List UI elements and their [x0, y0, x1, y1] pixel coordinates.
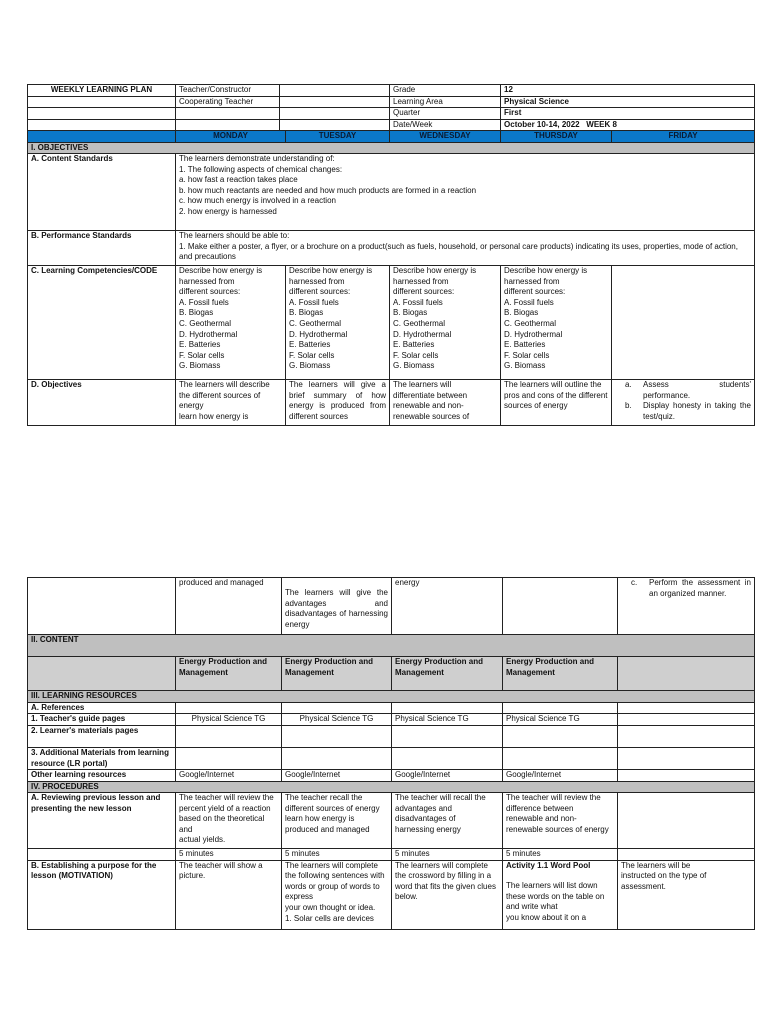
- tg-wednesday: Physical Science TG: [392, 714, 503, 726]
- objectives-wednesday: The learners will differentiate between renewable and non- renewable sources of: [390, 380, 501, 426]
- teacher-value: [280, 85, 390, 97]
- content-standards-label: A. Content Standards: [28, 154, 176, 231]
- blank-cell: [618, 849, 755, 861]
- resources-heading: III. LEARNING RESOURCES: [28, 691, 755, 703]
- quarter-label: Quarter: [390, 108, 501, 120]
- grade-value: 12: [501, 85, 755, 97]
- other-resources-label: Other learning resources: [28, 770, 176, 782]
- reviewing-wednesday: The teacher will recall the advantages and disadvantages of harnessing energy: [392, 793, 503, 849]
- area-label: Learning Area: [390, 96, 501, 108]
- blank-cell: [503, 702, 618, 714]
- continuation-wednesday: energy: [392, 578, 503, 635]
- objectives-thursday: The learners will outline the pros and cons of the different sources of energy: [501, 380, 612, 426]
- blank-cell: [503, 726, 618, 748]
- content-topic-thursday: Energy Production and Management: [503, 657, 618, 691]
- objective-item-c: c. Perform the assessment in an organized manner.: [631, 578, 751, 598]
- motivation-tuesday: The learners will complete the following sentences with words or group of words to express your own thought or idea. 1. Solar cells are devices: [282, 860, 392, 929]
- competencies-monday: Describe how energy is harnessed from different sources: A. Fossil fuels B. Biogas C. Geothermal D. Hydrothermal E. Batteries F. Solar cells G. Biomass: [176, 266, 286, 380]
- time-monday: 5 minutes: [176, 849, 282, 861]
- blank-cell: [503, 748, 618, 770]
- objectives-monday: The learners will describe the different sources of energy learn how energy is: [176, 380, 286, 426]
- time-tuesday: 5 minutes: [282, 849, 392, 861]
- tg-tuesday: Physical Science TG: [282, 714, 392, 726]
- blank-cell: [618, 714, 755, 726]
- objective-item-a: a. Assess students' performance.: [625, 380, 752, 400]
- continuation-monday: produced and managed: [176, 578, 282, 635]
- blank-cell: [28, 108, 176, 120]
- performance-standards-label: B. Performance Standards: [28, 231, 176, 266]
- weekly-learning-plan-table-page-2: [27, 577, 755, 930]
- day-header-wednesday: WEDNESDAY: [390, 131, 501, 143]
- coop-value: [280, 96, 390, 108]
- reviewing-label: A. Reviewing previous lesson and presenting the new lesson: [28, 793, 176, 849]
- quarter-value: First: [501, 108, 755, 120]
- teacher-label: Teacher/Constructor: [176, 85, 280, 97]
- other-tuesday: Google/Internet: [282, 770, 392, 782]
- continuation-tuesday: The learners will give the advantages and disadvantages of harnessing energy: [282, 578, 392, 635]
- day-header-thursday: THURSDAY: [501, 131, 612, 143]
- plan-title: WEEKLY LEARNING PLAN: [28, 85, 176, 97]
- blank-cell: [176, 119, 280, 131]
- blank-cell: [176, 726, 282, 748]
- objectives-heading: I. OBJECTIVES: [28, 142, 755, 154]
- blank-cell: [280, 108, 390, 120]
- motivation-label: B. Establishing a purpose for the lesson (MOTIVATION): [28, 860, 176, 929]
- objectives-tuesday: The learners will give a brief summary of how energy is produced from different sources: [286, 380, 390, 426]
- other-thursday: Google/Internet: [503, 770, 618, 782]
- blank-cell: [618, 726, 755, 748]
- tg-monday: Physical Science TG: [176, 714, 282, 726]
- date-label: Date/Week: [390, 119, 501, 131]
- content-topic-tuesday: Energy Production and Management: [282, 657, 392, 691]
- coop-label: Cooperating Teacher: [176, 96, 280, 108]
- tg-thursday: Physical Science TG: [503, 714, 618, 726]
- blank-cell: [28, 96, 176, 108]
- other-wednesday: Google/Internet: [392, 770, 503, 782]
- content-topic-monday: Energy Production and Management: [176, 657, 282, 691]
- competencies-wednesday: Describe how energy is harnessed from different sources: A. Fossil fuels B. Biogas C. Geothermal D. Hydrothermal E. Batteries F. Solar cells G. Biomass: [390, 266, 501, 380]
- continuation-friday: [618, 578, 755, 635]
- content-topic-wednesday: Energy Production and Management: [392, 657, 503, 691]
- grade-label: Grade: [390, 85, 501, 97]
- objective-item-b: b. Display honesty in taking the test/quiz.: [625, 401, 752, 421]
- blank-cell: [28, 849, 176, 861]
- content-standards-text: The learners demonstrate understanding of: 1. The following aspects of chemical changes: a. how fast a reaction takes place b. how much reactants are needed and how much products are formed in a reaction c. how much energy is involved in a reaction 2. how energy is harnessed: [176, 154, 755, 231]
- learners-materials-label: 2. Learner's materials pages: [28, 726, 176, 748]
- continuation-thursday: [503, 578, 618, 635]
- day-header-blank: [28, 131, 176, 143]
- competencies-thursday: Describe how energy is harnessed from different sources: A. Fossil fuels B. Biogas C. Geothermal D. Hydrothermal E. Batteries F. Solar cells G. Biomass: [501, 266, 612, 380]
- blank-cell: [392, 748, 503, 770]
- blank-cell: [618, 770, 755, 782]
- additional-materials-label: 3. Additional Materials from learning resource (LR portal): [28, 748, 176, 770]
- reviewing-monday: The teacher will review the percent yield of a reaction based on the theoretical and actual yields.: [176, 793, 282, 849]
- other-monday: Google/Internet: [176, 770, 282, 782]
- area-value: Physical Science: [501, 96, 755, 108]
- competencies-label: C. Learning Competencies/CODE: [28, 266, 176, 380]
- blank-cell: [618, 657, 755, 691]
- motivation-friday: The learners will be instructed on the type of assessment.: [618, 860, 755, 929]
- content-heading: II. CONTENT: [28, 635, 755, 657]
- time-thursday: 5 minutes: [503, 849, 618, 861]
- competencies-friday: [612, 266, 755, 380]
- blank-cell: [618, 748, 755, 770]
- blank-cell: [392, 726, 503, 748]
- day-header-friday: FRIDAY: [612, 131, 755, 143]
- day-header-monday: MONDAY: [176, 131, 286, 143]
- blank-cell: [282, 726, 392, 748]
- blank-cell: [28, 657, 176, 691]
- procedures-heading: IV. PROCEDURES: [28, 781, 755, 793]
- objectives-friday: [612, 380, 755, 426]
- blank-cell: [28, 578, 176, 635]
- motivation-monday: The teacher will show a picture.: [176, 860, 282, 929]
- reviewing-thursday: The teacher will review the difference between renewable and non- renewable sources of energy: [503, 793, 618, 849]
- blank-cell: [282, 702, 392, 714]
- blank-cell: [176, 108, 280, 120]
- activity-title: Activity 1.1 Word Pool: [506, 860, 591, 870]
- blank-cell: [176, 748, 282, 770]
- day-header-tuesday: TUESDAY: [286, 131, 390, 143]
- blank-cell: [280, 119, 390, 131]
- reviewing-tuesday: The teacher recall the different sources of energy learn how energy is produced and managed: [282, 793, 392, 849]
- blank-cell: [618, 793, 755, 849]
- blank-cell: [282, 748, 392, 770]
- blank-cell: [618, 702, 755, 714]
- performance-standards-text: The learners should be able to: 1. Make either a poster, a flyer, or a brochure on a product(such as fuels, household, or personal care products) indicating its uses, properties, mode of action, and precautions: [176, 231, 755, 266]
- motivation-thursday: Activity 1.1 Word Pool The learners will list down these words on the table on and write what you know about it on a: [503, 860, 618, 929]
- blank-cell: [176, 702, 282, 714]
- competencies-tuesday: Describe how energy is harnessed from different sources: A. Fossil fuels B. Biogas C. Geothermal D. Hydrothermal E. Batteries F. Solar cells G. Biomass: [286, 266, 390, 380]
- objectives-label: D. Objectives: [28, 380, 176, 426]
- blank-cell: [392, 702, 503, 714]
- teachers-guide-label: 1. Teacher's guide pages: [28, 714, 176, 726]
- weekly-learning-plan-table-page-1: [27, 84, 755, 426]
- motivation-wednesday: The learners will complete the crossword by filling in a word that fits the given clues below.: [392, 860, 503, 929]
- time-wednesday: 5 minutes: [392, 849, 503, 861]
- blank-cell: [28, 119, 176, 131]
- date-value: October 10-14, 2022 WEEK 8: [501, 119, 755, 131]
- references-label: A. References: [28, 702, 176, 714]
